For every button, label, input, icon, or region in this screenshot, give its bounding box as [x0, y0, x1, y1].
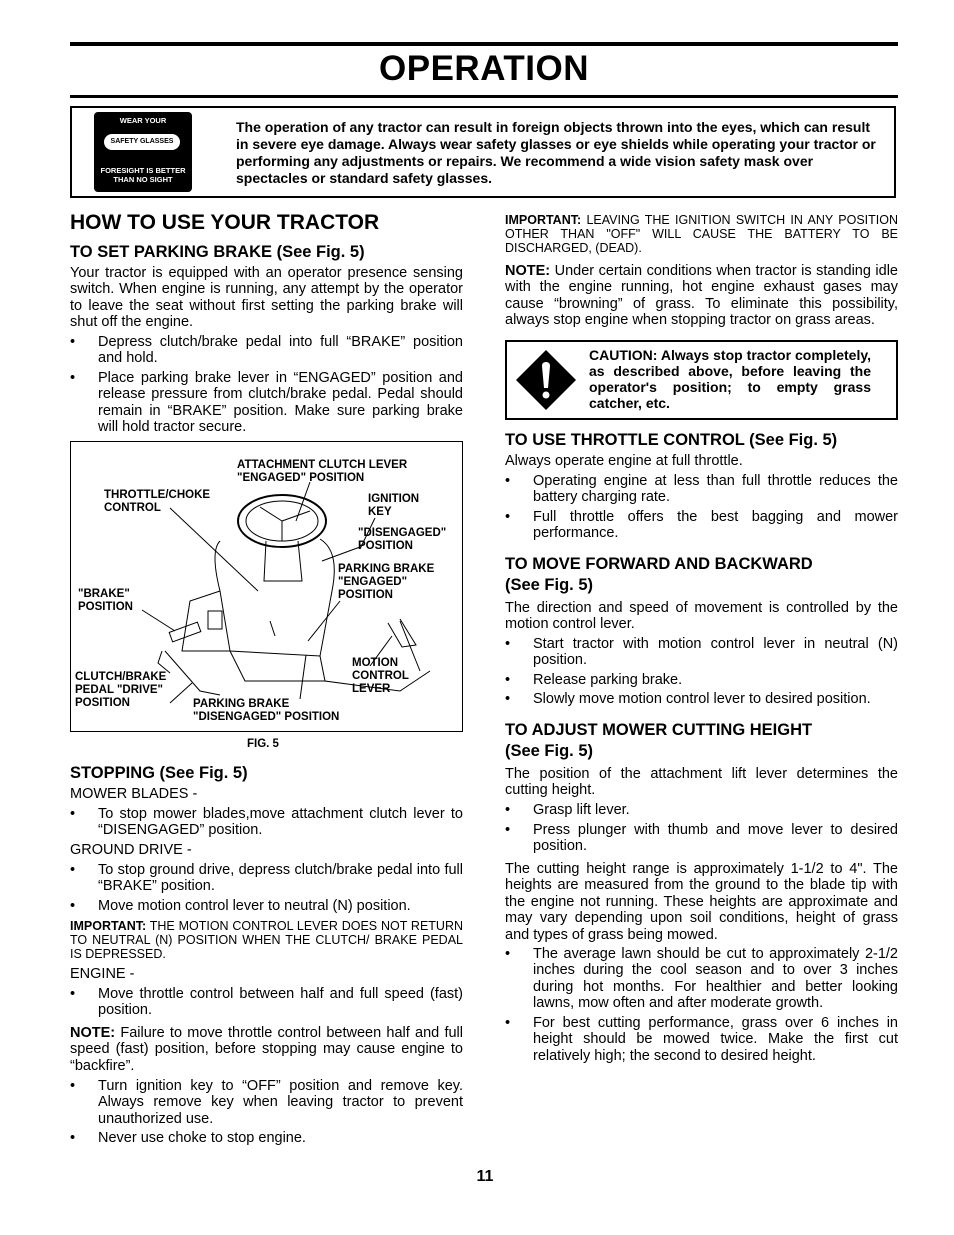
- throttle-intro: Always operate engine at full throttle.: [505, 453, 743, 469]
- height-heading-line1: TO ADJUST MOWER CUTTING HEIGHT: [505, 721, 813, 739]
- warning-icon: [514, 348, 578, 412]
- bullet-icon: •: [505, 636, 511, 652]
- header-rule-bottom: [70, 95, 898, 98]
- label-parking-brake-engaged: PARKING BRAKE "ENGAGED" POSITION: [338, 563, 435, 601]
- list-item: • To stop ground drive, depress clutch/brake pedal into full “BRAKE” position.: [70, 862, 463, 895]
- bullet-icon: •: [70, 334, 76, 350]
- move-heading-line2: (See Fig. 5): [505, 576, 594, 594]
- height-range-text: The cutting height range is approximately 1-1/2 to 4". The heights are measured from the ground to the blade tip with the engine not running. These heights are approximate and may vary depending upon soil conditions, height of grass and types of grass being mowed.: [505, 861, 898, 943]
- bullet-icon: •: [70, 1078, 76, 1094]
- section-title: HOW TO USE YOUR TRACTOR: [70, 211, 380, 234]
- page-number: 11: [476, 1168, 494, 1185]
- list-item: • Move throttle control between half and full speed (fast) position.: [70, 986, 463, 1019]
- bullet-icon: •: [70, 806, 76, 822]
- height-heading-line2: (See Fig. 5): [505, 742, 594, 760]
- list-item: • The average lawn should be cut to approximately 2-1/2 inches during the cool season and to over 3 inches during hot months. For healthier and better looking lawns, mow often and after moderate growth.: [505, 946, 898, 1012]
- height-intro: The position of the attachment lift lever determines the cutting height.: [505, 766, 898, 799]
- badge-bottom-text: FORESIGHT IS BETTER THAN NO SIGHT: [100, 166, 186, 184]
- list-item: • Start tractor with motion control lever in neutral (N) position.: [505, 636, 898, 669]
- list-item: • Slowly move motion control lever to desired position.: [505, 691, 871, 707]
- badge-mid-text: SAFETY GLASSES: [104, 134, 180, 150]
- badge-top-text: WEAR YOUR: [119, 116, 167, 125]
- bullet-icon: •: [505, 691, 511, 707]
- bullet-icon: •: [70, 370, 76, 386]
- bullet-icon: •: [70, 898, 76, 914]
- stopping-important-note: IMPORTANT: THE MOTION CONTROL LEVER DOES NOT RETURN TO NEUTRAL (N) POSITION WHEN THE CLUTCH/ BRAKE PEDAL IS DEPRESSED.: [70, 919, 464, 961]
- safety-glasses-badge: [94, 112, 192, 192]
- list-item: • Place parking brake lever in “ENGAGED” position and release pressure from clutch/brake pedal. Pedal should remain in “BRAKE” position. Make sure parking brake will hold tractor secure.: [70, 370, 463, 436]
- list-item: • Full throttle offers the best bagging and mower performance.: [505, 509, 898, 542]
- engine-label: ENGINE -: [70, 966, 135, 982]
- label-attachment-clutch: ATTACHMENT CLUTCH LEVER "ENGAGED" POSITION: [237, 459, 408, 484]
- bullet-icon: •: [70, 986, 76, 1002]
- list-item: • Press plunger with thumb and move lever to desired position.: [505, 822, 898, 855]
- label-motion-control-lever: MOTION CONTROL LEVER: [352, 657, 409, 695]
- list-item: • Never use choke to stop engine.: [70, 1130, 306, 1146]
- list-item: • Depress clutch/brake pedal into full “BRAKE” position and hold.: [70, 334, 463, 367]
- label-clutch-brake-pedal: CLUTCH/BRAKE PEDAL "DRIVE" POSITION: [75, 671, 167, 709]
- label-throttle-choke: THROTTLE/CHOKE CONTROL: [104, 489, 211, 514]
- list-item: • To stop mower blades,move attachment clutch lever to “DISENGAGED” position.: [70, 806, 463, 839]
- label-brake-position: "BRAKE" POSITION: [78, 588, 133, 613]
- mower-blades-label: MOWER BLADES -: [70, 786, 198, 802]
- label-ignition-key: IGNITION KEY: [368, 493, 420, 518]
- stopping-heading: STOPPING (See Fig. 5): [70, 764, 248, 782]
- move-intro: The direction and speed of movement is controlled by the motion control lever.: [505, 600, 898, 633]
- label-parking-brake-disengaged: PARKING BRAKE "DISENGAGED" POSITION: [193, 698, 340, 723]
- bullet-icon: •: [70, 862, 76, 878]
- parking-brake-heading: TO SET PARKING BRAKE (See Fig. 5): [70, 243, 365, 261]
- ground-drive-label: GROUND DRIVE -: [70, 842, 192, 858]
- bullet-icon: •: [505, 802, 511, 818]
- bullet-icon: •: [505, 822, 511, 838]
- list-item: • Turn ignition key to “OFF” position and remove key. Always remove key when leaving tractor to prevent unauthorized use.: [70, 1078, 463, 1127]
- list-item: • Move motion control lever to neutral (N) position.: [70, 898, 411, 914]
- bullet-icon: •: [70, 1130, 76, 1146]
- list-item: • Operating engine at less than full throttle reduces the battery charging rate.: [505, 473, 898, 506]
- ignition-important-note: IMPORTANT: LEAVING THE IGNITION SWITCH IN ANY POSITION OTHER THAN "OFF" WILL CAUSE THE BATTERY TO BE DISCHARGED, (DEAD).: [505, 213, 898, 255]
- stopping-note: NOTE: Failure to move throttle control between half and full speed (fast) position, before stopping may cause engine to “backfire”.: [70, 1025, 463, 1074]
- list-item: • Grasp lift lever.: [505, 802, 630, 818]
- bullet-icon: •: [505, 509, 511, 525]
- list-item: • Release parking brake.: [505, 672, 683, 688]
- move-heading-line1: TO MOVE FORWARD AND BACKWARD: [505, 555, 813, 573]
- page-title: OPERATION: [379, 49, 589, 88]
- bullet-icon: •: [505, 473, 511, 489]
- throttle-heading: TO USE THROTTLE CONTROL (See Fig. 5): [505, 431, 838, 449]
- safety-warning-text: The operation of any tractor can result in foreign objects thrown into the eyes, which can result in severe eye damage. Always wear safety glasses or eye shields while operating your tractor or performing any adjustments or repairs. We recommend a wide vision safety mask over spectacles or standard safety glasses.: [236, 119, 876, 186]
- parking-brake-intro: Your tractor is equipped with an operator presence sensing switch. When engine is running, any attempt by the operator to leave the seat without first setting the parking brake will shut off the engine.: [70, 265, 463, 331]
- figure-caption: FIG. 5: [247, 738, 279, 750]
- bullet-icon: •: [505, 946, 511, 962]
- bullet-icon: •: [505, 1015, 511, 1031]
- caution-text: CAUTION: Always stop tractor completely, as described above, before leaving the operator's position; to empty grass catcher, etc.: [589, 347, 871, 411]
- bullet-icon: •: [505, 672, 511, 688]
- label-disengaged-position: "DISENGAGED" POSITION: [358, 527, 447, 552]
- browning-note: NOTE: Under certain conditions when tractor is standing idle with the engine running, hot engine exhaust gases may cause “browning” of grass. To eliminate this possibility, always stop engine when stopping tractor on grass areas.: [505, 263, 898, 329]
- list-item: • For best cutting performance, grass over 6 inches in height should be mowed twice. Make the first cut relatively high; the second to desired height.: [505, 1015, 898, 1064]
